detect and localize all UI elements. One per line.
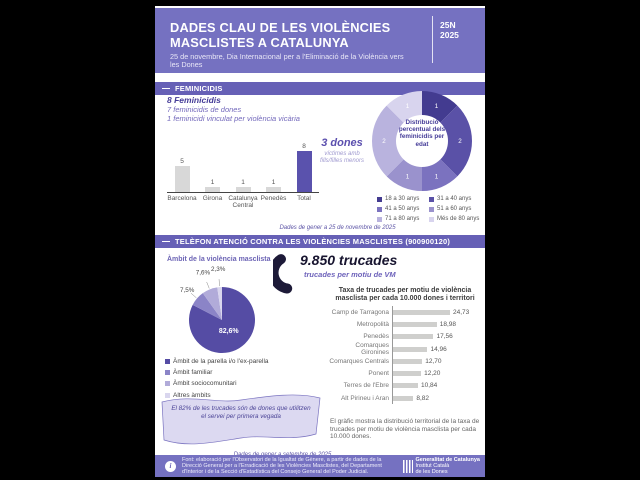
hbar-value: 10,84	[420, 382, 438, 390]
legend-swatch	[165, 370, 170, 375]
bar-column	[228, 179, 258, 192]
calls-rate-rows	[327, 306, 483, 404]
pie-chart-title: Àmbit de la violència masclista	[167, 256, 271, 263]
hbar-zone	[392, 343, 483, 355]
legend-swatch	[429, 207, 434, 212]
bar	[236, 187, 251, 192]
highlight-stat	[313, 137, 371, 164]
calls-rate-chart	[327, 287, 483, 404]
legend-label: 51 a 60 anys	[437, 206, 472, 212]
hbar-bar	[393, 334, 433, 339]
donut-segment-value: 2	[382, 138, 386, 146]
hbar-row	[327, 367, 483, 379]
bar	[205, 187, 220, 192]
hbar-zone	[392, 380, 483, 392]
legend-item	[377, 216, 429, 222]
hbar-bar	[393, 371, 421, 376]
legend-label: Més de 80 anys	[437, 216, 480, 222]
pie-leader-line	[219, 279, 220, 286]
legend-label: 18 a 30 anys	[385, 196, 420, 202]
logo-text	[416, 457, 481, 475]
legend-swatch	[165, 381, 170, 386]
hbar-zone	[392, 318, 483, 330]
hbar-label: Ponent	[368, 370, 389, 378]
calls-count: 9.850 trucades	[300, 252, 398, 268]
bar-plot-area	[167, 142, 319, 193]
bar	[297, 151, 312, 192]
hbar-value: 12,70	[425, 357, 442, 365]
hbar-label: Penedès	[363, 333, 389, 341]
source-text: Font: elaboració per l'Observatori de la Igualtat de Gènere, a partir de dades de la Direcció General per a l'Erradicació de les Violències Masclistes, del Departament d'Interior i de la Secció d'Estadística del Consejo General del Poder Judicial.	[182, 456, 382, 476]
section-dash-icon	[162, 241, 170, 243]
legend-swatch	[377, 207, 382, 212]
bar-column	[259, 179, 289, 192]
infographic-card	[155, 6, 485, 477]
bar	[175, 166, 190, 192]
donut-segment-value: 2	[458, 138, 462, 146]
hbar-bar	[393, 322, 437, 327]
legend-item	[165, 369, 269, 376]
footer	[155, 455, 485, 477]
donut-segment-value: 1	[405, 173, 410, 181]
hbar-value: 14,96	[430, 345, 447, 353]
age-donut-legend	[377, 196, 491, 222]
hbar-label: Comarques Gironines	[355, 342, 389, 357]
hbar-value: 12,20	[424, 370, 441, 378]
generalitat-logo	[403, 457, 481, 475]
hbar-label: Comarques Centrals	[329, 357, 389, 365]
bar-value: 5	[180, 158, 184, 166]
page-title	[170, 21, 485, 50]
ambit-pie-chart	[172, 264, 272, 356]
legend-label: 41 a 50 anys	[385, 206, 420, 212]
legend-item	[377, 196, 429, 202]
hbar-label: Camp de Tarragona	[331, 308, 389, 316]
hbar-zone	[392, 392, 483, 404]
logo-line2: Institut Català	[415, 463, 450, 469]
section-label: TELÈFON ATENCIÓ CONTRA LES VIOLÈNCIES MASCLISTES (900900120)	[175, 237, 451, 246]
phone-icon	[273, 252, 303, 294]
donut-segment-value: 1	[434, 103, 439, 111]
hbar-bar	[393, 310, 450, 315]
page-title-line2: MASCLISTES A CATALUNYA	[170, 34, 349, 50]
hbar-row	[327, 331, 483, 343]
legend-swatch	[429, 197, 434, 202]
hbar-bar	[393, 359, 422, 364]
legend-item	[429, 206, 491, 212]
chart-note: El gràfic mostra la distribució territorial de la taxa de trucades per motiu de violència masclista per cada 10.000 dones.	[330, 418, 480, 440]
legend-item	[165, 358, 269, 365]
legend-label: Àmbit familiar	[173, 369, 213, 377]
hbar-label: Metropolità	[356, 320, 389, 328]
highlight-caption: víctimes amb fills/filles menors	[319, 151, 364, 164]
legend-label: 31 a 40 anys	[437, 196, 472, 202]
hbar-value: 17,56	[436, 333, 453, 341]
legend-swatch	[377, 217, 382, 222]
hbar-label: Alt Pirineu i Aran	[340, 394, 389, 402]
hbar-bar	[393, 396, 413, 401]
bar-axis-labels	[167, 195, 319, 209]
legend-label: Àmbit de la parella i/o l'ex-parella	[173, 358, 269, 365]
hbar-value: 24,73	[453, 308, 470, 316]
bar-value: 1	[241, 178, 245, 186]
bar-value: 1	[271, 178, 276, 186]
legend-item	[165, 380, 269, 387]
page-subtitle: 25 de novembre, Dia Internacional per a l'Eliminació de la Violència vers les Dones	[170, 52, 404, 70]
hbar-row	[327, 318, 483, 330]
legend-swatch	[165, 359, 170, 364]
pie-slice-label: 7,5%	[180, 286, 195, 294]
stat-line: 1 feminicidi vinculat per violència vicària	[167, 114, 300, 123]
legend-label: Àmbit sociocomunitari	[173, 380, 237, 388]
bar-column	[198, 179, 228, 192]
donut-segment-value: 1	[405, 103, 410, 111]
stat-line: 7 feminicidis de dones	[167, 105, 242, 114]
bar-category-label: Barcelona	[167, 195, 197, 202]
bar-value: 8	[302, 143, 306, 150]
date-badge-line1: 25N	[440, 20, 456, 30]
hbar-row	[327, 306, 483, 318]
ribbon-text: El 82% de les trucades són de dones que utilitzen el servei per primera vegada	[171, 405, 311, 420]
legend-item	[429, 196, 491, 202]
date-badge-line2: 2025	[440, 30, 459, 40]
pie-leader-line	[207, 282, 210, 288]
hbar-row	[327, 355, 483, 367]
hbar-row	[327, 380, 483, 392]
hbar-bar	[393, 383, 418, 388]
pie-slice-label: 82,6%	[218, 328, 239, 336]
header	[155, 8, 485, 73]
senyera-icon	[403, 460, 413, 473]
donut-segment-value: 1	[434, 173, 439, 181]
hbar-zone	[392, 355, 483, 367]
hbar-zone	[392, 306, 483, 318]
bar-value: 1	[210, 178, 215, 186]
donut-center-label: Distribució percentual dels feminicidis per edat	[398, 119, 446, 148]
date-badge	[440, 20, 459, 40]
logo-line1: Generalitat de Catalunya	[415, 457, 480, 463]
hbar-row	[327, 392, 483, 404]
bar-category-label: Total	[297, 195, 311, 202]
feminicidis-stats	[167, 95, 300, 123]
legend-label: Altres àmbits	[173, 391, 211, 399]
hbar-row	[327, 343, 483, 355]
hbar-zone	[392, 367, 483, 379]
hbar-value: 18,98	[439, 320, 457, 328]
bar-column	[167, 158, 197, 192]
legend-item	[429, 216, 491, 222]
highlight-value: 3 dones	[321, 137, 363, 149]
section-dash-icon	[162, 88, 170, 90]
hbar-value: 8,82	[416, 394, 429, 402]
footnote-feminicidis: Dades de gener a 25 de novembre de 2025	[279, 225, 396, 231]
hbar-label: Terres de l'Ebre	[343, 382, 389, 390]
calls-rate-chart-title: Taxa de trucades per motiu de violència masclista per cada 10.000 dones i territori	[335, 287, 475, 302]
legend-swatch	[377, 197, 382, 202]
section-header-telefon	[155, 235, 485, 248]
header-divider	[432, 16, 433, 63]
bar-category-label: Girona	[202, 195, 223, 202]
feminicidis-bar-chart	[167, 142, 319, 209]
legend-item	[377, 206, 429, 212]
bar	[266, 187, 281, 192]
bar-category-label: Catalunya Central	[228, 195, 258, 209]
section-label: FEMINICIDIS	[175, 84, 223, 93]
legend-label: 71 a 80 anys	[385, 216, 420, 222]
pie-slice-label: 7,6%	[195, 269, 211, 277]
pie-slice-label: 2,3%	[210, 266, 226, 273]
legend-swatch	[429, 217, 434, 222]
page-title-line1: DADES CLAU DE LES VIOLÈNCIES	[170, 20, 391, 35]
hbar-bar	[393, 347, 427, 352]
hbar-zone	[392, 331, 483, 343]
calls-caption: trucades per motiu de VM	[304, 270, 396, 279]
bar-category-label: Penedès	[260, 195, 287, 202]
info-icon: i	[165, 461, 176, 472]
logo-line3: de les Dones	[415, 469, 448, 475]
stat-title: 8 Feminicidis	[167, 95, 221, 105]
